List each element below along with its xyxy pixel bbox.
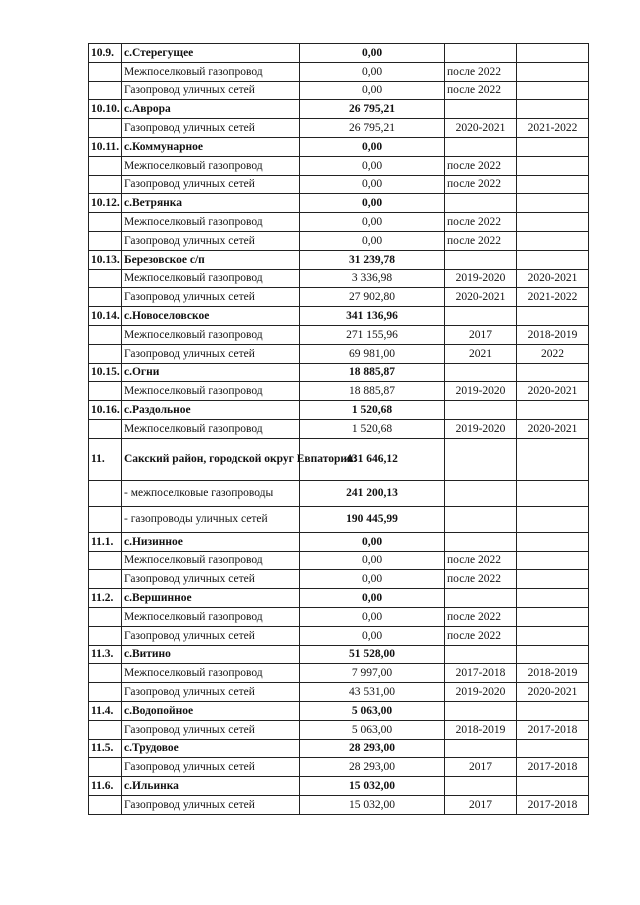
table-row <box>89 175 589 194</box>
row-amount: 241 200,13 <box>300 480 445 506</box>
row-period-2: 2020-2021 <box>517 683 589 702</box>
row-number <box>89 551 122 570</box>
row-period-2 <box>517 231 589 250</box>
row-period-1: после 2022 <box>445 175 517 194</box>
table-row <box>89 419 589 438</box>
row-number <box>89 62 122 81</box>
row-amount: 51 528,00 <box>300 645 445 664</box>
row-name: Газопровод уличных сетей <box>122 81 300 100</box>
row-amount: 341 136,96 <box>300 307 445 326</box>
row-number <box>89 480 122 506</box>
row-name: с.Ильинка <box>122 777 300 796</box>
row-number <box>89 683 122 702</box>
row-period-2: 2018-2019 <box>517 664 589 683</box>
row-name: с.Витино <box>122 645 300 664</box>
row-period-1: 2019-2020 <box>445 382 517 401</box>
row-period-1: 2019-2020 <box>445 269 517 288</box>
row-period-1: после 2022 <box>445 607 517 626</box>
row-amount: 69 981,00 <box>300 344 445 363</box>
row-period-2 <box>517 570 589 589</box>
section-row <box>89 532 589 551</box>
row-amount: 0,00 <box>300 156 445 175</box>
row-name: с.Новоселовское <box>122 307 300 326</box>
row-period-2: 2017-2018 <box>517 795 589 814</box>
row-period-2 <box>517 307 589 326</box>
section-row <box>89 777 589 796</box>
row-amount: 1 520,68 <box>300 419 445 438</box>
row-name: Межпоселковый газопровод <box>122 325 300 344</box>
row-amount: 3 336,98 <box>300 269 445 288</box>
row-period-2 <box>517 81 589 100</box>
section-row <box>89 739 589 758</box>
row-period-2 <box>517 62 589 81</box>
row-period-2 <box>517 194 589 213</box>
table-row <box>89 344 589 363</box>
row-name: Березовское с/п <box>122 250 300 269</box>
row-number <box>89 119 122 138</box>
table-body <box>89 44 589 815</box>
row-period-1: после 2022 <box>445 156 517 175</box>
table-row <box>89 156 589 175</box>
row-name: Межпоселковый газопровод <box>122 382 300 401</box>
row-period-2 <box>517 480 589 506</box>
row-number <box>89 664 122 683</box>
row-amount: 26 795,21 <box>300 119 445 138</box>
row-amount: 0,00 <box>300 532 445 551</box>
row-name: с.Ветрянка <box>122 194 300 213</box>
row-amount: 0,00 <box>300 551 445 570</box>
row-amount: 18 885,87 <box>300 382 445 401</box>
row-number: 11.3. <box>89 645 122 664</box>
row-name: Межпоселковый газопровод <box>122 607 300 626</box>
row-period-2: 2021-2022 <box>517 119 589 138</box>
row-amount: 28 293,00 <box>300 758 445 777</box>
row-period-2: 2022 <box>517 344 589 363</box>
row-number: 10.13. <box>89 250 122 269</box>
row-amount: 0,00 <box>300 626 445 645</box>
row-period-1 <box>445 307 517 326</box>
row-period-2: 2021-2022 <box>517 288 589 307</box>
section-row <box>89 645 589 664</box>
row-name: Сакский район, городской округ Евпатория: <box>122 438 300 480</box>
row-name: - газопроводы уличных сетей <box>122 506 300 532</box>
row-name: Межпоселковый газопровод <box>122 419 300 438</box>
row-amount: 27 902,80 <box>300 288 445 307</box>
row-name: Межпоселковый газопровод <box>122 156 300 175</box>
row-period-2 <box>517 739 589 758</box>
row-name: - межпоселковые газопроводы <box>122 480 300 506</box>
row-number: 11. <box>89 438 122 480</box>
row-period-1 <box>445 44 517 63</box>
row-name: Газопровод уличных сетей <box>122 119 300 138</box>
row-name: Газопровод уличных сетей <box>122 795 300 814</box>
row-period-1: после 2022 <box>445 62 517 81</box>
row-period-2 <box>517 100 589 119</box>
table-row <box>89 382 589 401</box>
table-row <box>89 795 589 814</box>
table-row <box>89 664 589 683</box>
row-period-2 <box>517 532 589 551</box>
row-name: с.Трудовое <box>122 739 300 758</box>
row-period-1 <box>445 506 517 532</box>
row-period-1: 2017 <box>445 758 517 777</box>
row-amount: 0,00 <box>300 589 445 608</box>
row-number <box>89 382 122 401</box>
row-period-1: 2017-2018 <box>445 664 517 683</box>
section-row <box>89 100 589 119</box>
row-number <box>89 795 122 814</box>
row-period-1 <box>445 401 517 420</box>
row-name: Газопровод уличных сетей <box>122 344 300 363</box>
row-amount: 0,00 <box>300 137 445 156</box>
row-amount: 28 293,00 <box>300 739 445 758</box>
row-name: с.Аврора <box>122 100 300 119</box>
gas-program-table <box>88 43 589 815</box>
row-period-1 <box>445 438 517 480</box>
row-period-2 <box>517 645 589 664</box>
row-period-2 <box>517 137 589 156</box>
row-number: 10.10. <box>89 100 122 119</box>
row-amount: 0,00 <box>300 194 445 213</box>
row-amount: 7 997,00 <box>300 664 445 683</box>
row-amount: 26 795,21 <box>300 100 445 119</box>
row-period-2 <box>517 777 589 796</box>
row-number <box>89 156 122 175</box>
row-period-2 <box>517 156 589 175</box>
row-name: с.Стерегущее <box>122 44 300 63</box>
section-row <box>89 250 589 269</box>
row-number <box>89 213 122 232</box>
row-number <box>89 325 122 344</box>
row-period-1 <box>445 363 517 382</box>
row-amount: 0,00 <box>300 213 445 232</box>
row-period-1 <box>445 777 517 796</box>
row-amount: 15 032,00 <box>300 777 445 796</box>
row-name: с.Вершинное <box>122 589 300 608</box>
row-amount: 0,00 <box>300 62 445 81</box>
row-period-1: 2020-2021 <box>445 119 517 138</box>
row-name: с.Низинное <box>122 532 300 551</box>
row-name: Газопровод уличных сетей <box>122 288 300 307</box>
row-amount: 31 239,78 <box>300 250 445 269</box>
table-row <box>89 62 589 81</box>
row-period-1: 2017 <box>445 325 517 344</box>
row-period-1 <box>445 739 517 758</box>
row-amount: 0,00 <box>300 231 445 250</box>
row-period-2 <box>517 401 589 420</box>
table-row <box>89 213 589 232</box>
table-row <box>89 626 589 645</box>
section-row <box>89 401 589 420</box>
row-period-1 <box>445 194 517 213</box>
row-period-1: после 2022 <box>445 551 517 570</box>
row-period-1 <box>445 532 517 551</box>
subtotal-row <box>89 480 589 506</box>
table-row <box>89 269 589 288</box>
row-name: Межпоселковый газопровод <box>122 62 300 81</box>
row-period-1 <box>445 589 517 608</box>
row-period-1 <box>445 701 517 720</box>
row-number <box>89 288 122 307</box>
subtotal-row <box>89 506 589 532</box>
row-name: с.Водопойное <box>122 701 300 720</box>
row-amount: 271 155,96 <box>300 325 445 344</box>
row-period-2 <box>517 213 589 232</box>
row-period-2 <box>517 438 589 480</box>
row-period-2 <box>517 44 589 63</box>
row-name: Межпоселковый газопровод <box>122 269 300 288</box>
row-amount: 5 063,00 <box>300 701 445 720</box>
row-name: с.Раздольное <box>122 401 300 420</box>
row-amount: 18 885,87 <box>300 363 445 382</box>
row-number: 10.11. <box>89 137 122 156</box>
row-name: Межпоселковый газопровод <box>122 551 300 570</box>
row-number: 10.9. <box>89 44 122 63</box>
row-period-1: после 2022 <box>445 231 517 250</box>
row-period-1 <box>445 100 517 119</box>
row-name: Газопровод уличных сетей <box>122 758 300 777</box>
row-number <box>89 720 122 739</box>
row-period-2 <box>517 363 589 382</box>
row-period-1: 2019-2020 <box>445 683 517 702</box>
section-row <box>89 589 589 608</box>
row-amount: 15 032,00 <box>300 795 445 814</box>
row-amount: 0,00 <box>300 570 445 589</box>
section-row <box>89 701 589 720</box>
row-period-1 <box>445 480 517 506</box>
table-row <box>89 288 589 307</box>
row-name: Газопровод уличных сетей <box>122 720 300 739</box>
row-amount: 190 445,99 <box>300 506 445 532</box>
row-period-1: 2020-2021 <box>445 288 517 307</box>
row-number <box>89 626 122 645</box>
section-row <box>89 438 589 480</box>
row-period-2 <box>517 551 589 570</box>
row-name: Межпоселковый газопровод <box>122 664 300 683</box>
row-amount: 431 646,12 <box>300 438 445 480</box>
row-number <box>89 758 122 777</box>
row-number <box>89 269 122 288</box>
row-number: 11.5. <box>89 739 122 758</box>
row-number <box>89 607 122 626</box>
row-period-2: 2017-2018 <box>517 720 589 739</box>
row-period-1: 2019-2020 <box>445 419 517 438</box>
row-number <box>89 231 122 250</box>
row-number: 11.1. <box>89 532 122 551</box>
row-name: Межпоселковый газопровод <box>122 213 300 232</box>
section-row <box>89 363 589 382</box>
row-name: Газопровод уличных сетей <box>122 570 300 589</box>
row-period-1: 2021 <box>445 344 517 363</box>
row-amount: 0,00 <box>300 44 445 63</box>
section-row <box>89 307 589 326</box>
section-row <box>89 194 589 213</box>
row-number <box>89 419 122 438</box>
row-amount: 5 063,00 <box>300 720 445 739</box>
table-row <box>89 607 589 626</box>
row-number: 10.14. <box>89 307 122 326</box>
row-period-1 <box>445 137 517 156</box>
row-number: 10.15. <box>89 363 122 382</box>
row-period-2: 2018-2019 <box>517 325 589 344</box>
table-row <box>89 325 589 344</box>
row-number <box>89 175 122 194</box>
row-number <box>89 570 122 589</box>
row-number: 11.6. <box>89 777 122 796</box>
row-amount: 1 520,68 <box>300 401 445 420</box>
row-name: Газопровод уличных сетей <box>122 231 300 250</box>
row-amount: 0,00 <box>300 607 445 626</box>
row-period-2 <box>517 250 589 269</box>
row-name: с.Коммунарное <box>122 137 300 156</box>
row-name: Газопровод уличных сетей <box>122 626 300 645</box>
row-name: с.Огни <box>122 363 300 382</box>
row-number: 11.4. <box>89 701 122 720</box>
table-row <box>89 758 589 777</box>
table-row <box>89 81 589 100</box>
section-row <box>89 137 589 156</box>
row-number: 11.2. <box>89 589 122 608</box>
row-period-2 <box>517 626 589 645</box>
row-period-1: после 2022 <box>445 570 517 589</box>
row-period-2: 2020-2021 <box>517 269 589 288</box>
row-period-2: 2020-2021 <box>517 382 589 401</box>
row-period-1 <box>445 250 517 269</box>
row-number: 10.12. <box>89 194 122 213</box>
row-period-1: после 2022 <box>445 213 517 232</box>
section-row <box>89 44 589 63</box>
row-amount: 0,00 <box>300 81 445 100</box>
row-number <box>89 506 122 532</box>
row-period-1: 2018-2019 <box>445 720 517 739</box>
table-row <box>89 551 589 570</box>
row-number <box>89 81 122 100</box>
table-row <box>89 119 589 138</box>
row-period-1: после 2022 <box>445 626 517 645</box>
row-period-2: 2017-2018 <box>517 758 589 777</box>
row-number: 10.16. <box>89 401 122 420</box>
table-row <box>89 570 589 589</box>
table-row <box>89 720 589 739</box>
row-period-2 <box>517 506 589 532</box>
row-name: Газопровод уличных сетей <box>122 683 300 702</box>
table-row <box>89 231 589 250</box>
row-amount: 43 531,00 <box>300 683 445 702</box>
row-period-1: 2017 <box>445 795 517 814</box>
row-amount: 0,00 <box>300 175 445 194</box>
row-period-2 <box>517 589 589 608</box>
row-period-1 <box>445 645 517 664</box>
row-period-1: после 2022 <box>445 81 517 100</box>
row-name: Газопровод уличных сетей <box>122 175 300 194</box>
table-row <box>89 683 589 702</box>
row-period-2 <box>517 175 589 194</box>
row-number <box>89 344 122 363</box>
row-period-2 <box>517 701 589 720</box>
row-period-2: 2020-2021 <box>517 419 589 438</box>
row-period-2 <box>517 607 589 626</box>
